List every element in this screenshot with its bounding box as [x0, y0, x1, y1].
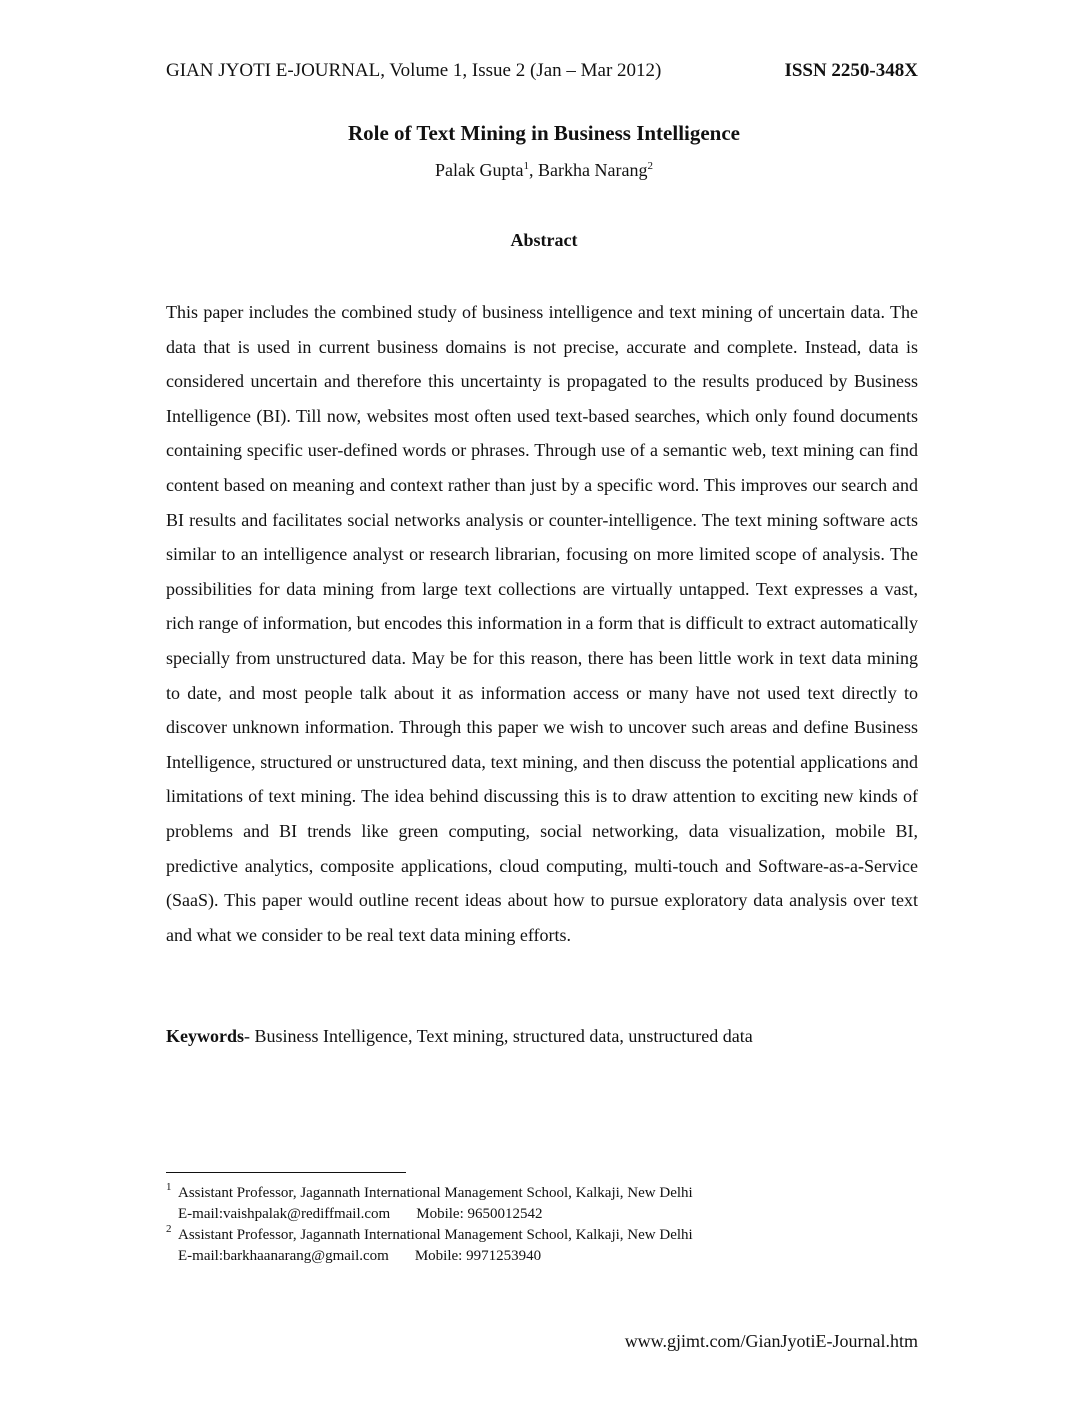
abstract-body: This paper includes the combined study of business intelligence and text mining of uncertain data. The data that is used in current business domains is not precise, accurate and complete. Instead, data is considered uncertain and therefore this uncertainty is propagated to the results produced by Business Intelligence (BI). Till now, websites most often used text-based searches, which only found documents containing specific user-defined words or phrases. Through use of a semantic web, text mining can find content based on meaning and context rather than just by a specific word. This improves our search and BI results and facilitates social networks analysis or counter-intelligence. The text mining software acts similar to an intelligence analyst or research librarian, focusing on more limited scope of analysis. The possibilities for data mining from large text collections are virtually untapped. Text expresses a vast, rich range of information, but encodes this information in a form that is difficult to extract automatically specially from unstructured data. May be for this reason, there has been little work in text data mining to date, and most people talk about it as information access or many have not used text directly to discover unknown information. Through this paper we wish to uncover such areas and define Business Intelligence, structured or unstructured data, text mining, and then discuss the potential applications and limitations of text mining. The idea behind discussing this is to draw attention to exciting new kinds of problems and BI trends like green computing, social networking, data visualization, mobile BI, predictive analytics, composite applications, cloud computing, multi-touch and Software-as-a-Service (SaaS). This paper would outline recent ideas about how to pursue exploratory data analysis over text and what we consider to be real text data mining efforts. — [166, 302, 918, 945]
running-header — [166, 60, 918, 86]
author-affiliation-mark: 2 — [647, 160, 653, 172]
footnotes — [166, 1183, 926, 1267]
journal-citation: GIAN JYOTI E-JOURNAL, Volume 1, Issue 2 (Jan – Mar 2012) — [166, 60, 662, 81]
footnote-affiliation-text: Assistant Professor, Jagannath International Management School, Kalkaji, New Delhi — [178, 1227, 693, 1243]
footer-url: www.gjimt.com/GianJyotiE-Journal.htm — [624, 1331, 918, 1351]
footnote-affiliation-text: Assistant Professor, Jagannath International Management School, Kalkaji, New Delhi — [178, 1185, 693, 1201]
keywords-list: - Business Intelligence, Text mining, structured data, unstructured data — [244, 1026, 753, 1046]
keywords — [166, 1021, 918, 1051]
author-name: Palak Gupta — [435, 160, 524, 180]
issn-number: ISSN 2250-348X — [784, 60, 918, 81]
paper-title: Role of Text Mining in Business Intelligence — [347, 121, 741, 145]
author-name: Barkha Narang — [538, 160, 648, 180]
footnote-contact — [166, 1204, 926, 1225]
keywords-label: Keywords — [166, 1026, 244, 1046]
footnote-contact — [166, 1246, 926, 1267]
footnote-mark: 2 — [166, 1223, 172, 1235]
footnote-email: E-mail:barkhaanarang@gmail.com — [178, 1248, 389, 1264]
footnote-affiliation — [166, 1225, 926, 1246]
footnote-mark: 1 — [166, 1181, 172, 1193]
footnote-divider — [166, 1172, 406, 1173]
abstract-heading: Abstract — [510, 230, 578, 250]
author-affiliation-mark: 1 — [523, 160, 530, 172]
footnote-mobile: Mobile: 9650012542 — [416, 1206, 543, 1222]
author-line — [0, 160, 1088, 181]
footnote-email: E-mail:vaishpalak@rediffmail.com — [178, 1206, 391, 1222]
footnote-mobile: Mobile: 9971253940 — [414, 1248, 542, 1264]
author-separator: , — [529, 160, 539, 180]
footnote-affiliation — [166, 1183, 926, 1204]
